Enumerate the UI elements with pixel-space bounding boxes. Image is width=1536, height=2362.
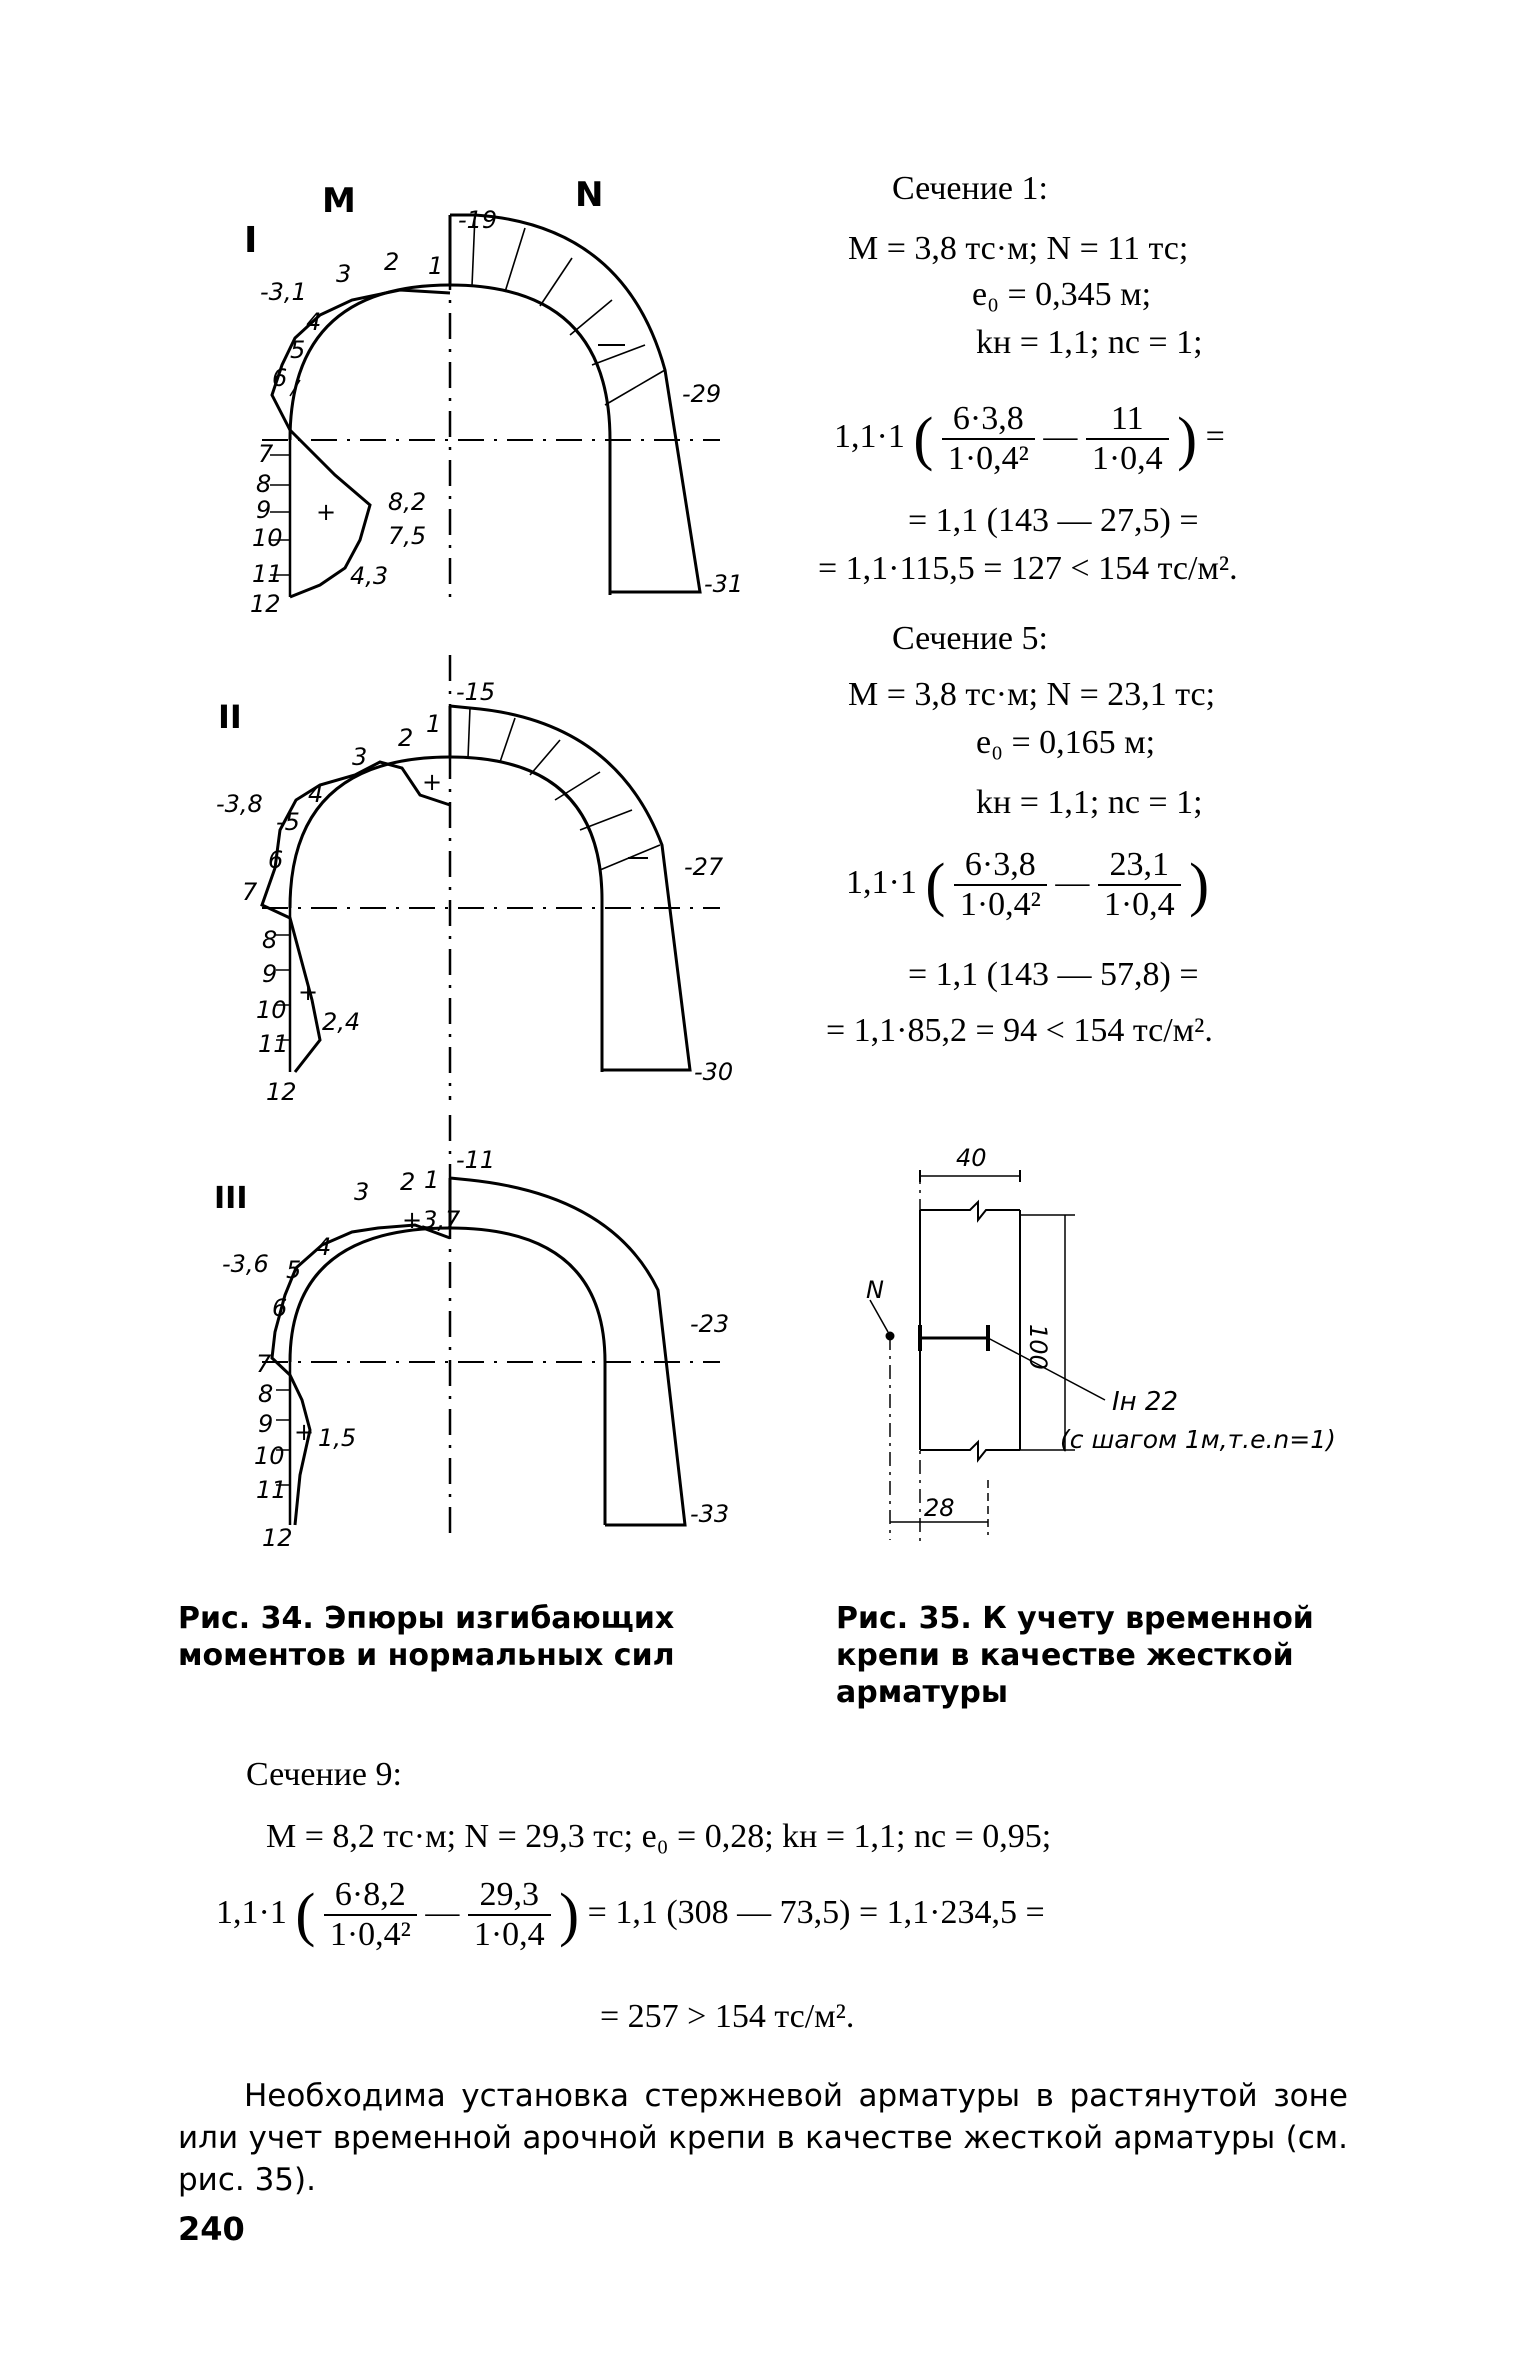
- m-left-3: -3,6: [222, 1250, 269, 1278]
- plus-2: +: [422, 768, 443, 796]
- pt-1-10: 10: [252, 524, 283, 552]
- page-number: 240: [178, 2210, 245, 2248]
- pt-3-1: 1: [424, 1166, 440, 1194]
- profile-note: (с шагом 1м,т.е.n=1): [1060, 1425, 1336, 1454]
- section1-line5: = 1,1 (143 — 27,5) =: [908, 502, 1199, 539]
- plus-2b: +: [298, 978, 319, 1006]
- roman-2: II: [218, 698, 242, 736]
- figure-35-caption: Рис. 35. К учету временной крепи в качестве жесткой арматуры: [836, 1601, 1314, 1710]
- pt-3-3: 3: [354, 1178, 370, 1206]
- section9-frac1: [324, 1876, 417, 1954]
- figure-35-drawing: [860, 1140, 1380, 1560]
- section5-frac2: [1098, 846, 1181, 924]
- frac-den: 1·0,4: [473, 1916, 545, 1953]
- n-top-3: -11: [456, 1146, 496, 1174]
- body-paragraph: Необходима установка стержневой арматуры в растянутой зоне или учет временной арочной крепи в качестве жесткой арматуры (см. рис. 35).: [178, 2078, 1348, 2198]
- pt-3-10: 10: [254, 1442, 285, 1470]
- pt-2-7: 7: [242, 878, 258, 906]
- pt-2-10: 10: [256, 996, 287, 1024]
- pt-3-8: 8: [258, 1380, 274, 1408]
- pt-1-7: 7: [258, 440, 274, 468]
- frac-den: 1·0,4: [1103, 886, 1175, 923]
- pt-1-1: 1: [428, 252, 444, 280]
- section1-eq-suffix: =: [1205, 417, 1225, 455]
- profile-label: Iн 22: [1112, 1387, 1179, 1417]
- section9-line3: = 257 > 154 тс/м².: [600, 1998, 855, 2035]
- frac-num: 6·3,8: [954, 846, 1047, 886]
- section1-frac2: [1086, 400, 1169, 478]
- n-mid-1: -29: [682, 380, 722, 408]
- frac-num: 11: [1086, 400, 1169, 440]
- m-left-1: -3,1: [260, 278, 307, 306]
- section1-line3: kн = 1,1; nс = 1;: [976, 324, 1203, 361]
- pt-3-2: 2: [400, 1168, 416, 1196]
- pt-1-9: 9: [256, 496, 272, 524]
- figure-34-diagrams: [0, 0, 800, 1560]
- col-label-n: N: [575, 175, 604, 215]
- force-label: N: [866, 1276, 884, 1304]
- section9-equation: 1,1·1 ( $\frac{6\cdot 8,2}{\text{1·0,4²}}$ — $\frac{29,3}{1\cdot 0,4}$ ) = 1,1 (308 — 73,5) = 1,1·234,5 =: [216, 1876, 1045, 1953]
- section1-title: Сечение 1:: [892, 170, 1048, 207]
- frac-den: 1·0,4²: [947, 440, 1029, 477]
- section1-line1: M = 3,8 тс·м; N = 11 тс;: [848, 230, 1189, 267]
- n-bottom-1: -31: [704, 570, 744, 598]
- roman-1: I: [244, 220, 258, 261]
- pt-2-3: 3: [352, 743, 368, 771]
- plus-1: +: [316, 498, 337, 526]
- val-1-a: 8,2: [388, 488, 427, 516]
- diagram-3: [262, 1115, 720, 1540]
- section1-line2: e₀ = 0,345 м;: [972, 276, 1152, 313]
- pt-2-2: 2: [398, 724, 414, 752]
- val-1-b: 7,5: [388, 522, 427, 550]
- pt-2-11: 11: [258, 1030, 289, 1058]
- pt-2-8: 8: [262, 926, 278, 954]
- val-3-a: +3,7: [402, 1206, 461, 1234]
- section5-frac1: [954, 846, 1047, 924]
- pt-1-12: 12: [250, 590, 281, 618]
- figure-34-caption: Рис. 34. Эпюры изгибающих моментов и нормальных сил: [178, 1601, 675, 1673]
- section5-line5: = 1,1 (143 — 57,8) =: [908, 956, 1199, 993]
- frac-den: 1·0,4²: [329, 1916, 411, 1953]
- section5-eq-prefix: 1,1·1: [846, 863, 917, 901]
- val-3-b: 1,5: [318, 1424, 357, 1452]
- section5-line6: = 1,1·85,2 = 94 < 154 тс/м².: [826, 1012, 1213, 1049]
- section9-eq-prefix: 1,1·1: [216, 1893, 287, 1931]
- n-bottom-3: -33: [690, 1500, 730, 1528]
- frac-num: 23,1: [1098, 846, 1181, 886]
- frac-num: 6·3,8: [942, 400, 1035, 440]
- pt-3-6: 6: [272, 1294, 288, 1322]
- pt-1-6: 6: [272, 364, 288, 392]
- n-mid-3: -23: [690, 1310, 730, 1338]
- pt-3-4: 4: [316, 1233, 332, 1261]
- section9-title: Сечение 9:: [246, 1756, 402, 1793]
- frac-num: 29,3: [468, 1876, 551, 1916]
- dim-side: 100: [1024, 1324, 1052, 1370]
- section5-line1: M = 3,8 тс·м; N = 23,1 тс;: [848, 676, 1216, 713]
- pt-1-3: 3: [336, 260, 352, 288]
- pt-3-7: 7: [256, 1350, 272, 1378]
- pt-1-8: 8: [256, 470, 272, 498]
- pt-1-4: 4: [306, 308, 322, 336]
- pt-1-2: 2: [384, 248, 400, 276]
- pt-3-12: 12: [262, 1524, 293, 1552]
- section5-equation: 1,1·1 ( $\frac{6\cdot 3,8}{\text{1·0,4²}}$ — $\frac{23,1}{1\cdot 0,4}$ ): [846, 846, 1210, 923]
- section1-eq-prefix: 1,1·1: [834, 417, 905, 455]
- section9-eq-suffix: = 1,1 (308 — 73,5) = 1,1·234,5 =: [587, 1893, 1045, 1931]
- pt-2-12: 12: [266, 1078, 297, 1106]
- section9-frac2: [468, 1876, 551, 1954]
- pt-3-9: 9: [258, 1410, 274, 1438]
- pt-1-11: 11: [252, 560, 283, 588]
- n-mid-2: -27: [684, 853, 724, 881]
- n-bottom-2: -30: [694, 1058, 734, 1086]
- section1-equation: 1,1·1 ( $\frac{6\cdot 3,8}{\text{1·0,4²}}$ — $\frac{11}{1\cdot 0,4}$ ) =: [834, 400, 1225, 477]
- n-top-1: -19: [458, 206, 498, 234]
- diagram-2-labels: [216, 678, 733, 1106]
- pt-2-9: 9: [262, 960, 278, 988]
- section1-frac1: [942, 400, 1035, 478]
- n-top-2: -15: [456, 678, 496, 706]
- val-1-c: 4,3: [350, 562, 389, 590]
- diagram-1-labels: [244, 206, 743, 618]
- col-label-m: M: [322, 181, 356, 221]
- pt-3-5: 5: [286, 1256, 302, 1284]
- pt-1-5: 5: [290, 336, 306, 364]
- frac-den: 1·0,4²: [959, 886, 1041, 923]
- m-left-2: -3,8: [216, 790, 263, 818]
- pt-2-5: -5: [276, 808, 300, 836]
- dim-bottom: 28: [924, 1494, 955, 1522]
- section5-line3: kн = 1,1; nс = 1;: [976, 784, 1203, 821]
- dim-top: 40: [956, 1144, 987, 1172]
- section5-line2: e₀ = 0,165 м;: [976, 724, 1156, 761]
- pt-2-1: 1: [426, 710, 442, 738]
- diagram-1: [262, 215, 720, 600]
- pt-3-11: 11: [256, 1476, 287, 1504]
- section1-line6: = 1,1·115,5 = 127 < 154 тс/м².: [818, 550, 1238, 587]
- section5-title: Сечение 5:: [892, 620, 1048, 657]
- pt-2-4: 4: [308, 780, 324, 808]
- plus-3: +: [294, 1418, 315, 1446]
- frac-num: 6·8,2: [324, 1876, 417, 1916]
- frac-den: 1·0,4: [1091, 440, 1163, 477]
- roman-3: III: [214, 1181, 248, 1216]
- pt-2-6: 6: [268, 846, 284, 874]
- section9-line1: M = 8,2 тс·м; N = 29,3 тс; e₀ = 0,28; kн = 1,1; nс = 0,95;: [266, 1818, 1052, 1855]
- val-2-a: 2,4: [322, 1008, 361, 1036]
